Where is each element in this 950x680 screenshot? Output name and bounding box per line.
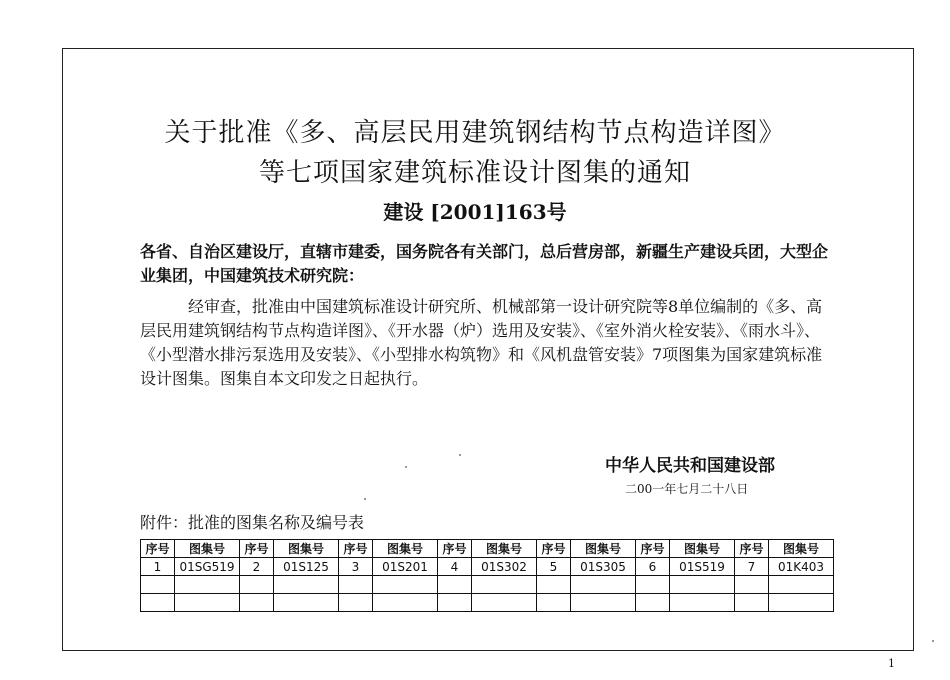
table-cell-empty — [240, 576, 274, 594]
table-row-empty — [141, 576, 834, 594]
table-cell-seq: 5 — [537, 558, 571, 576]
header-code: 图集号 — [769, 540, 834, 558]
header-code: 图集号 — [472, 540, 537, 558]
header-code: 图集号 — [175, 540, 240, 558]
table-cell-code: 01S125 — [274, 558, 339, 576]
table-cell-empty — [472, 594, 537, 612]
header-seq: 序号 — [537, 540, 571, 558]
scan-speck — [932, 640, 934, 642]
table-row — [141, 558, 834, 576]
table-cell-code: 01K403 — [769, 558, 834, 576]
table-cell-empty — [141, 594, 175, 612]
header-code: 图集号 — [571, 540, 636, 558]
header-seq: 序号 — [141, 540, 175, 558]
page-number: 1 — [888, 657, 895, 670]
body-paragraph: 经审查，批准由中国建筑标准设计研究所、机械部第一设计研究院等8单位编制的《多、高层民用建筑钢结构节点构造详图》、《开水器（炉）选用及安装》、《室外消火栓安装》、《雨水斗》、《小型潜水排污泵选用及安装》、《小型排水构筑物》和《风机盘管安装》7项图集为国家建筑标准设计图集。图集自本文印发之日起执行。 — [140, 297, 823, 388]
header-seq: 序号 — [339, 540, 373, 558]
table-cell-code: 01S201 — [373, 558, 438, 576]
table-cell-empty — [636, 576, 670, 594]
title-line-2: 等七项国家建筑标准设计图集的通知 — [258, 158, 691, 188]
table-cell-empty — [274, 594, 339, 612]
table-cell-code: 01S305 — [571, 558, 636, 576]
attachment-label: 附件：批准的图集名称及编号表 — [140, 513, 365, 532]
table-cell-empty — [571, 576, 636, 594]
scan-speck — [405, 466, 407, 468]
scan-speck — [459, 454, 461, 456]
table-cell-empty — [141, 576, 175, 594]
table-cell-empty — [373, 576, 438, 594]
addressee-paragraph: 各省、自治区建设厅，直辖市建委，国务院各有关部门，总后营房部，新疆生产建设兵团，大型企业集团，中国建筑技术研究院： — [140, 242, 829, 285]
atlas-table — [140, 539, 834, 612]
table-cell-empty — [670, 576, 735, 594]
table-cell-seq: 2 — [240, 558, 274, 576]
document-number: 建设 [2001]163号 — [383, 200, 567, 224]
header-seq: 序号 — [438, 540, 472, 558]
table-cell-empty — [438, 594, 472, 612]
table-cell-seq: 6 — [636, 558, 670, 576]
table-cell-empty — [438, 576, 472, 594]
table-cell-empty — [735, 576, 769, 594]
table-cell-empty — [670, 594, 735, 612]
table-cell-code: 01S519 — [670, 558, 735, 576]
table-cell-empty — [339, 594, 373, 612]
header-seq: 序号 — [735, 540, 769, 558]
title-line-1: 关于批准《多、高层民用建筑钢结构节点构造详图》 — [164, 118, 786, 148]
table-cell-empty — [240, 594, 274, 612]
table-cell-empty — [636, 594, 670, 612]
header-seq: 序号 — [636, 540, 670, 558]
scan-speck — [364, 498, 366, 500]
table-cell-seq: 3 — [339, 558, 373, 576]
table-cell-empty — [537, 576, 571, 594]
table-cell-empty — [175, 594, 240, 612]
table-cell-code: 01SG519 — [175, 558, 240, 576]
issue-date: 二00一年七月二十八日 — [625, 482, 749, 496]
table-cell-empty — [175, 576, 240, 594]
table-cell-empty — [769, 576, 834, 594]
table-cell-empty — [274, 576, 339, 594]
table-cell-code: 01S302 — [472, 558, 537, 576]
header-seq: 序号 — [240, 540, 274, 558]
table-cell-seq: 1 — [141, 558, 175, 576]
table-cell-empty — [373, 594, 438, 612]
table-cell-empty — [339, 576, 373, 594]
table-cell-empty — [472, 576, 537, 594]
header-code: 图集号 — [670, 540, 735, 558]
table-cell-seq: 7 — [735, 558, 769, 576]
table-cell-empty — [735, 594, 769, 612]
header-code: 图集号 — [274, 540, 339, 558]
table-cell-seq: 4 — [438, 558, 472, 576]
table-cell-empty — [537, 594, 571, 612]
header-code: 图集号 — [373, 540, 438, 558]
table-row-empty — [141, 594, 834, 612]
table-header-row — [141, 540, 834, 558]
issuer-name: 中华人民共和国建设部 — [605, 456, 775, 476]
table-cell-empty — [571, 594, 636, 612]
table-cell-empty — [769, 594, 834, 612]
